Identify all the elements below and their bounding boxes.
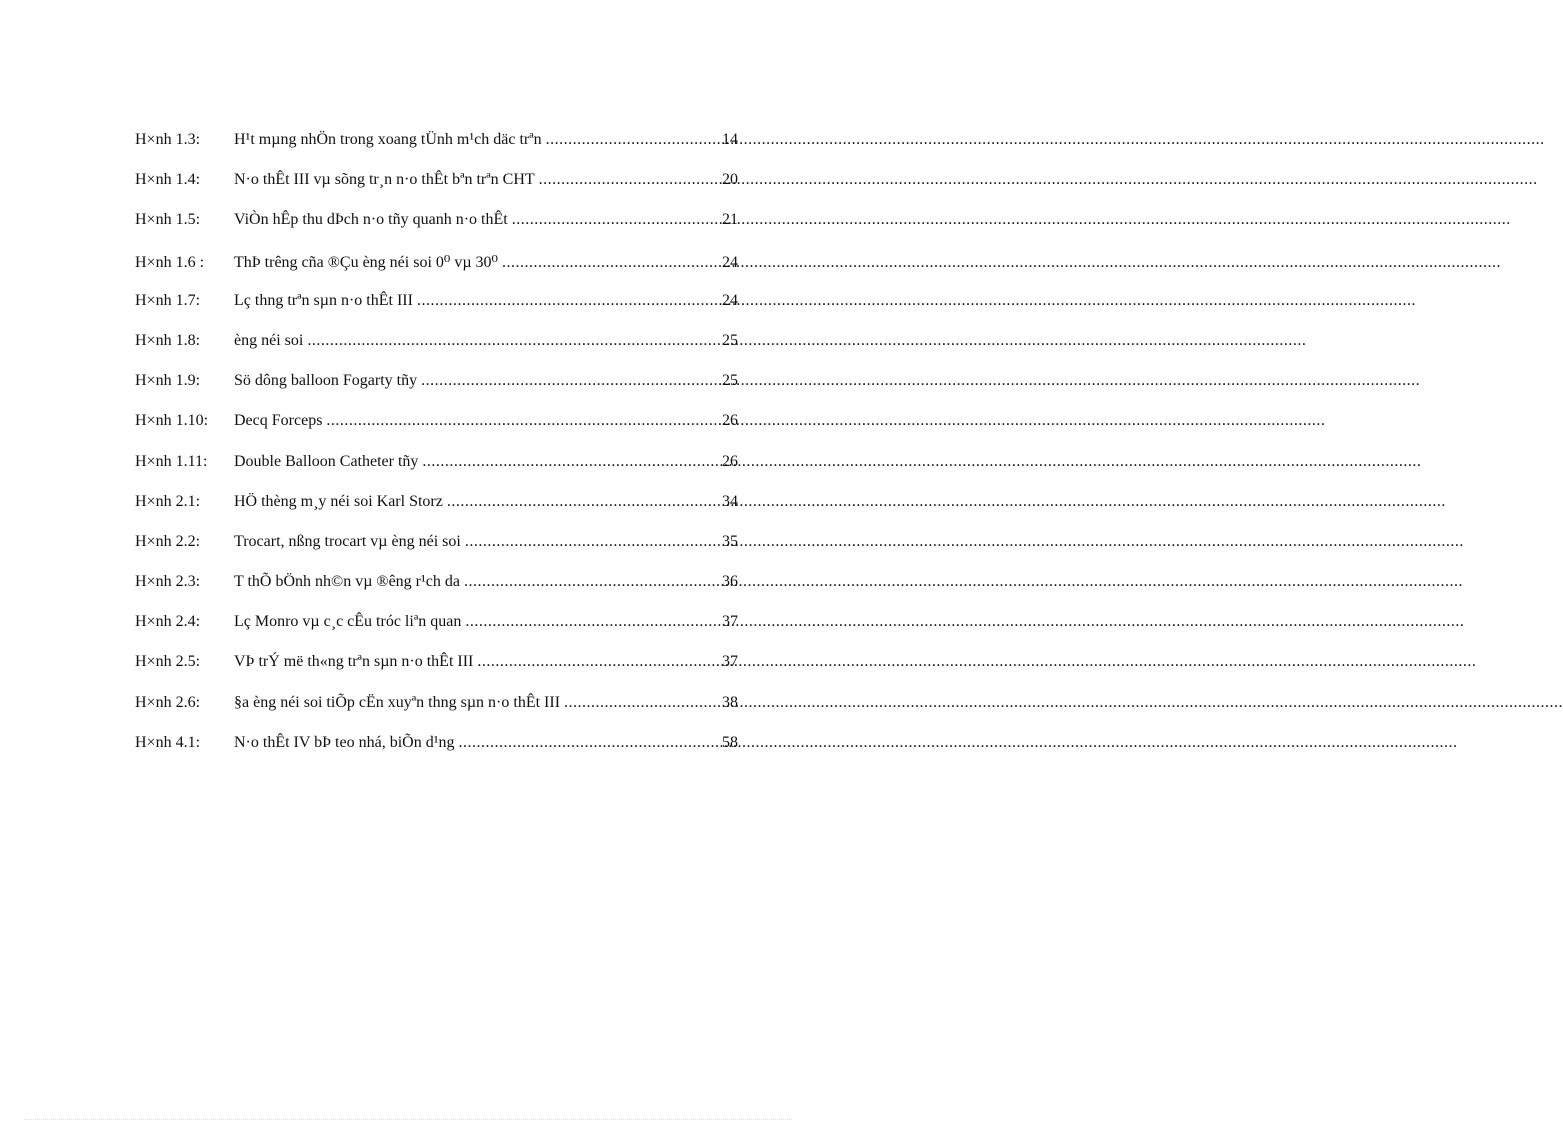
- figure-label: H×nh 1.8:: [135, 331, 201, 349]
- figure-entry-2-5: [135, 653, 738, 693]
- figure-entry-1-8: [135, 332, 738, 372]
- figure-entry-1-10: [135, 412, 738, 452]
- figure-label: H×nh 4.1:: [135, 733, 201, 751]
- figure-title: N·o thÊt IV bÞ teo nhá, biÕn d¹ng: [234, 733, 455, 751]
- figure-title: ThÞ trêng cña ®Çu èng néi soi 0⁰ vµ 30⁰: [234, 253, 498, 271]
- page-number: 36: [722, 573, 738, 591]
- figure-title: Lç Monro vµ c¸c cÊu tróc liªn quan: [234, 613, 462, 631]
- dot-leader: [458, 734, 721, 752]
- figure-entry-2-2: [135, 533, 738, 573]
- dot-leader: [447, 493, 721, 511]
- dot-leader: [465, 613, 721, 631]
- figure-label: H×nh 2.4:: [135, 613, 201, 631]
- figure-list: [135, 131, 738, 774]
- figure-title: Lç thng trªn sµn n·o thÊt III: [234, 291, 413, 309]
- page-number: 26: [722, 412, 738, 430]
- page-number: 14: [722, 131, 738, 148]
- figure-entry-1-9: [135, 372, 738, 412]
- figure-entry-1-6: [135, 252, 738, 292]
- figure-entry-1-7: [135, 292, 738, 332]
- figure-entry-1-3: [135, 131, 738, 171]
- page-number: 37: [722, 653, 738, 671]
- page-number: 35: [722, 532, 738, 550]
- figure-title: ViÒn hÊp thu dÞch n·o tñy quanh n·o thÊt: [234, 211, 508, 229]
- figure-entry-2-1: [135, 493, 738, 533]
- figure-entry-4-1: [135, 734, 738, 774]
- page-number: 21: [722, 211, 738, 229]
- figure-entry-1-4: [135, 171, 738, 211]
- dot-leader: [502, 254, 721, 272]
- figure-title: Decq Forceps: [234, 412, 323, 430]
- figure-label: H×nh 1.10:: [135, 412, 209, 430]
- page-bottom-rule: [24, 1119, 792, 1120]
- figure-label: H×nh 1.7:: [135, 291, 201, 309]
- page-number: 34: [722, 492, 738, 510]
- figure-entry-2-4: [135, 613, 738, 653]
- figure-label: H×nh 2.3:: [135, 573, 201, 591]
- figure-label: H×nh 2.5:: [135, 653, 201, 671]
- dot-leader: [512, 211, 721, 229]
- figure-entry-1-5: [135, 211, 738, 251]
- figure-title: Trocart, nßng trocart vµ èng néi soi: [234, 532, 461, 550]
- figure-entry-2-3: [135, 573, 738, 613]
- dot-leader: [564, 694, 721, 712]
- dot-leader: [464, 573, 721, 591]
- figure-label: H×nh 1.11:: [135, 452, 208, 470]
- page-number: 24: [722, 291, 738, 309]
- dot-leader: [539, 171, 721, 189]
- figure-entry-2-6: [135, 694, 738, 734]
- figure-title: VÞ trÝ më th«ng trªn sµn n·o thÊt III: [234, 653, 474, 671]
- dot-leader: [465, 533, 721, 551]
- page-number: 20: [722, 171, 738, 189]
- page-number: 25: [722, 331, 738, 349]
- figure-label: H×nh 2.2:: [135, 532, 201, 550]
- page-number: 25: [722, 372, 738, 390]
- page-number: 58: [722, 733, 738, 751]
- dot-leader: [546, 131, 721, 149]
- figure-label: H×nh 1.6 :: [135, 253, 205, 271]
- page-number: 26: [722, 452, 738, 470]
- figure-title: Sö dông balloon Fogarty tñy: [234, 372, 418, 390]
- page-number: 37: [722, 613, 738, 631]
- dot-leader: [307, 332, 721, 350]
- page-number: 38: [722, 693, 738, 711]
- figure-title: èng néi soi: [234, 331, 304, 349]
- figure-title: N·o thÊt III vµ sõng tr¸n n·o thÊt bªn trªn CHT: [234, 171, 535, 189]
- figure-label: H×nh 1.3:: [135, 131, 201, 148]
- dot-leader: [417, 292, 721, 310]
- dot-leader: [326, 412, 721, 430]
- figure-title: §a èng néi soi tiÕp cËn xuyªn thng sµn n·o thÊt III: [234, 693, 561, 711]
- dot-leader: [421, 372, 721, 390]
- page-number: 24: [722, 253, 738, 271]
- figure-label: H×nh 2.6:: [135, 693, 201, 711]
- figure-label: H×nh 1.4:: [135, 171, 201, 189]
- figure-title: Double Balloon Catheter tñy: [234, 452, 419, 470]
- figure-label: H×nh 1.9:: [135, 372, 201, 390]
- figure-entry-1-11: [135, 453, 738, 493]
- figure-title: H¹t mµng nhÖn trong xoang tÜnh m¹ch däc trªn: [234, 131, 542, 148]
- figure-label: H×nh 1.5:: [135, 211, 201, 229]
- dot-leader: [422, 453, 721, 471]
- figure-title: T thÕ bÖnh nh©n vµ ®êng r¹ch da: [234, 573, 460, 591]
- figure-label: H×nh 2.1:: [135, 492, 201, 510]
- dot-leader: [477, 653, 721, 671]
- figure-title: HÖ thèng m¸y néi soi Karl Storz: [234, 492, 443, 510]
